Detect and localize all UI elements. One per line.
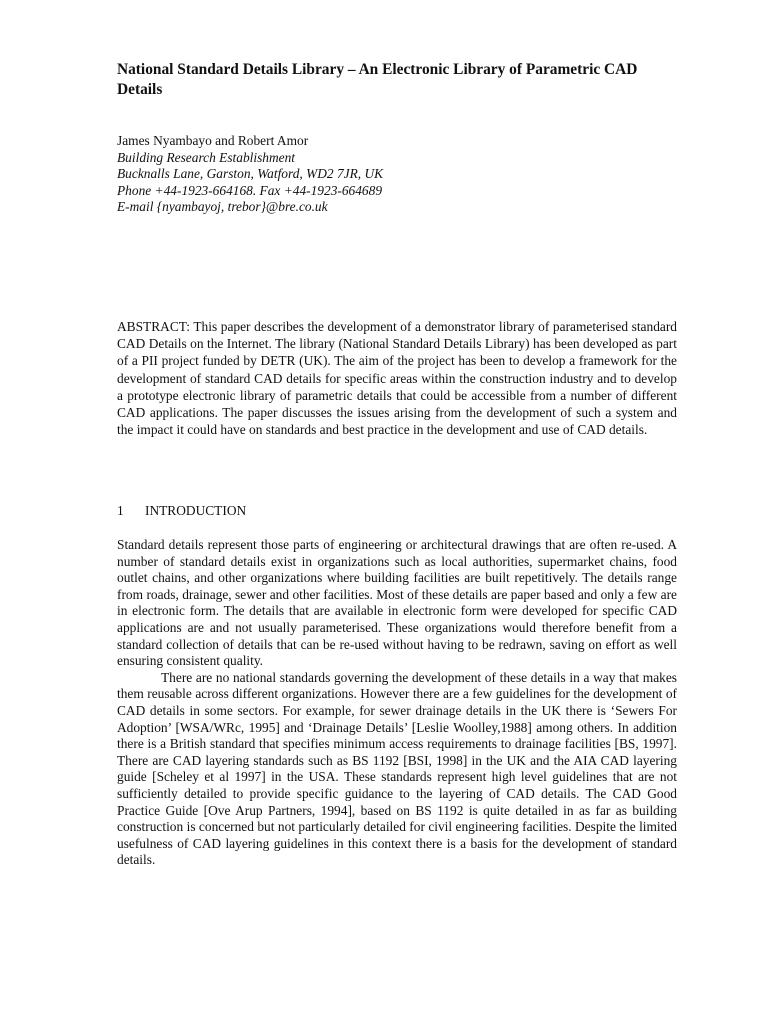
section-number: 1 xyxy=(117,503,124,518)
author-address: Bucknalls Lane, Garston, Watford, WD2 7JR, UK xyxy=(117,166,384,182)
body-paragraph: There are no national standards governing the development of these details in a way that makes them reusable across different organizations. However there are a few guidelines for the development of CAD details in some sectors. For example, for sewer drainage details in the UK there is ‘Sewers For Adoption’ [WSA/WRc, 1995] and ‘Drainage Details’ [Leslie Woolley,1988] among others. In addition there is a British standard that specifies minimum access requirements to drainage facilities [BS, 1997]. There are CAD layering standards such as BS 1192 [BSI, 1998] in the UK and the AIA CAD layering guide [Scheley et al 1997] in the USA. These standards represent high level guidelines that are not sufficiently detailed to provide specific guidance to the layering of CAD details. The CAD Good Practice Guide [Ove Arup Partners, 1994], based on BS 1192 is quite detailed in as far as building construction is concerned but not particularly detailed for civil engineering facilities. Despite the limited usefulness of CAD layering guidelines in this context there is a basis for the development of standard details. xyxy=(117,669,677,868)
section-heading xyxy=(117,502,246,519)
abstract: ABSTRACT: This paper describes the development of a demonstrator library of parameterised standard CAD Details on the Internet. The library (National Standard Details Library) has been developed as part of a PII project funded by DETR (UK). The aim of the project has been to develop a framework for the development of standard CAD details for specific areas within the construction industry and to develop a prototype electronic library of parametric details that could be accessible from a number of different CAD applications. The paper discusses the issues arising from the development of such a system and the impact it could have on standards and best practice in the development and use of CAD details. xyxy=(117,319,677,438)
section-title: INTRODUCTION xyxy=(145,503,247,518)
author-institution: Building Research Establishment xyxy=(117,149,296,165)
author-block xyxy=(117,133,677,216)
paper-title: National Standard Details Library – An Electronic Library of Parametric CAD Details xyxy=(117,61,638,98)
author-email: E-mail {nyambayoj, trebor}@bre.co.uk xyxy=(117,199,328,215)
author-names: James Nyambayo and Robert Amor xyxy=(117,133,309,148)
section-body xyxy=(117,537,677,869)
author-phone-fax: Phone +44-1923-664168. Fax +44-1923-664689 xyxy=(117,182,383,198)
body-paragraph: Standard details represent those parts of engineering or architectural drawings that are often re-used. A number of standard details exist in organizations such as local authorities, supermarket chains, food outlet chains, and other organizations where building facilities are built repetitively. The details range from roads, drainage, sewer and other facilities. Most of these details are paper based and only a few are in electronic form. The details that are available in electronic form were developed for specific CAD applications are and not usually parameterised. These organizations would therefore benefit from a standard collection of details that can be re-used without having to be redrawn, saving on effort as well ensuring consistent quality. xyxy=(117,537,677,669)
